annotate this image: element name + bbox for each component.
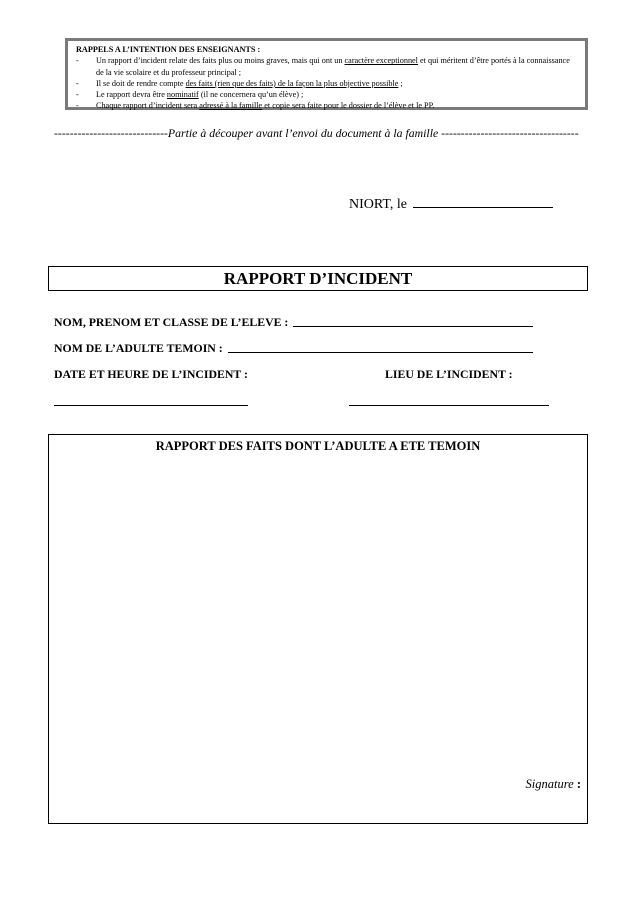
bullet-dash: - (76, 56, 79, 66)
cut-line: -----------------------------Partie à découper avant l’envoi du document à la famille ----------------------------------- (54, 126, 579, 140)
place-field-label: LIEU DE L’INCIDENT : (385, 367, 513, 381)
report-title: RAPPORT DES FAITS DONT L’ADULTE A ETE TEMOIN (155, 439, 481, 453)
reminder-emphasis: des faits (rien que des faits) de la façon la plus objective possible (185, 78, 399, 88)
signature-text: Signature (525, 777, 574, 791)
witness-field-label: NOM DE L’ADULTE TEMOIN : (54, 341, 223, 355)
report-box[interactable] (48, 434, 588, 824)
bullet-dash: - (76, 90, 79, 100)
reminder-emphasis: caractère exceptionnel (344, 56, 418, 66)
reminder-text: Un rapport d’incident relate des faits plus ou moins graves, mais qui ont un (96, 56, 345, 66)
reminder-emphasis: adressé à la famille (199, 101, 263, 111)
reminder-text: ; (398, 78, 403, 88)
datetime-field-label: DATE ET HEURE DE L’INCIDENT : (54, 367, 248, 381)
document-title: RAPPORT D’INCIDENT (48, 266, 588, 291)
reminder-text: Le rapport devra être (96, 90, 167, 100)
signature-colon: : (576, 777, 581, 791)
reminder-text: Il se doit de rendre compte (96, 78, 186, 88)
teacher-reminders-box (65, 38, 588, 110)
bullet-dash: - (76, 101, 79, 111)
student-field-label: NOM, PRENOM ET CLASSE DE L’ELEVE : (54, 315, 289, 329)
witness-field-line[interactable] (228, 352, 533, 353)
reminder-item (76, 78, 577, 89)
bullet-dash: - (76, 78, 79, 88)
reminder-text: Chaque rapport d’incident sera (96, 101, 200, 111)
reminder-text: (il ne concernera qu’un élève) ; (198, 90, 304, 100)
reminder-item (76, 55, 577, 78)
date-blank[interactable] (413, 196, 553, 208)
city-date-line (349, 196, 553, 213)
reminder-emphasis: nominatif (166, 90, 199, 100)
reminder-text: et qui méritent d’être portés à la connaissance de la vie scolaire et du professeur principal ; (96, 56, 570, 77)
reminders-title: RAPPELS A L’INTENTION DES ENSEIGNANTS : (76, 45, 261, 54)
reminder-item (76, 100, 577, 111)
student-field-line[interactable] (293, 326, 533, 327)
reminder-item (76, 89, 577, 100)
reminder-text: et copie sera faite pour le dossier de l’élève et le PP. (262, 101, 435, 111)
city-label: NIORT, le (349, 197, 407, 212)
place-field-line[interactable] (349, 405, 549, 406)
signature-label (526, 777, 581, 792)
datetime-field-line[interactable] (54, 405, 248, 406)
